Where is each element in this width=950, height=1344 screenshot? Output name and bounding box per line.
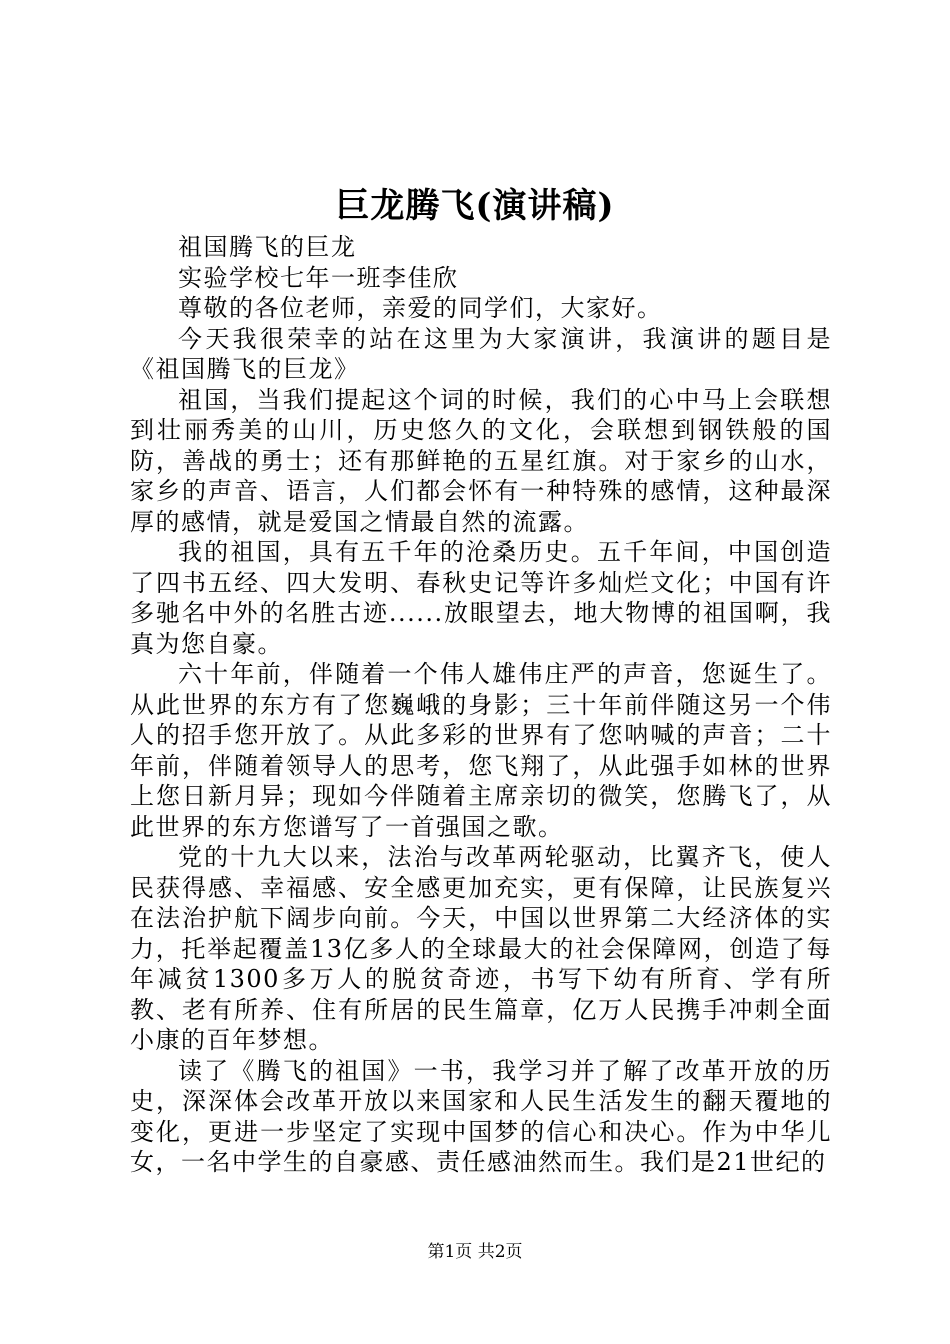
paragraph-subtitle: 祖国腾飞的巨龙 (178, 233, 357, 261)
paragraph-greeting: 尊敬的各位老师，亲爱的同学们，大家好。 (178, 294, 663, 322)
document-body (130, 232, 832, 1178)
paragraph-body: 六十年前，伴随着一个伟人雄伟庄严的声音，您诞生了。从此世界的东方有了您巍峨的身影；三十年前伴随这另一个伟人的招手您开放了。从此多彩的世界有了您呐喊的声音；二十年前，伴随着领导人的思考，您飞翔了，从此强手如林的世界上您日新月异；现如今伴随着主席亲切的微笑，您腾飞了，从此世界的东方您谱写了一首强国之歌。 (130, 660, 832, 841)
paragraph-body: 读了《腾飞的祖国》一书，我学习并了解了改革开放的历史，深深体会改革开放以来国家和人民生活发生的翻天覆地的变化，更进一步坚定了实现中国梦的信心和决心。作为中华儿女，一名中学生的自豪感、责任感油然而生。我们是21世纪的 (130, 1056, 832, 1176)
document-title: 巨龙腾飞(演讲稿) (335, 186, 615, 226)
paragraph-body: 党的十九大以来，法治与改革两轮驱动，比翼齐飞，使人民获得感、幸福感、安全感更加充实，更有保障，让民族复兴在法治护航下阔步向前。今天，中国以世界第二大经济体的实力，托举起覆盖13亿多人的全球最大的社会保障网，创造了每年减贫1300多万人的脱贫奇迹，书写下幼有所育、学有所教、老有所养、住有所居的民生篇章，亿万人民携手冲刺全面小康的百年梦想。 (130, 843, 832, 1054)
paragraph-author: 实验学校七年一班李佳欣 (178, 263, 459, 292)
paragraph-intro: 今天我很荣幸的站在这里为大家演讲，我演讲的题目是《祖国腾飞的巨龙》 (130, 324, 832, 383)
paragraph-body: 我的祖国，具有五千年的沧桑历史。五千年间，中国创造了四书五经、四大发明、春秋史记等许多灿烂文化；中国有许多驰名中外的名胜古迹......放眼望去，地大物博的祖国啊，我真为您自豪。 (130, 538, 832, 658)
paragraph-body: 祖国，当我们提起这个词的时候，我们的心中马上会联想到壮丽秀美的山川，历史悠久的文化，会联想到钢铁般的国防，善战的勇士；还有那鲜艳的五星红旗。对于家乡的山水，家乡的声音、语言，人们都会怀有一种特殊的感情，这种最深厚的感情，就是爱国之情最自然的流露。 (130, 385, 832, 536)
page-footer: 第1页 共2页 (427, 1242, 523, 1262)
